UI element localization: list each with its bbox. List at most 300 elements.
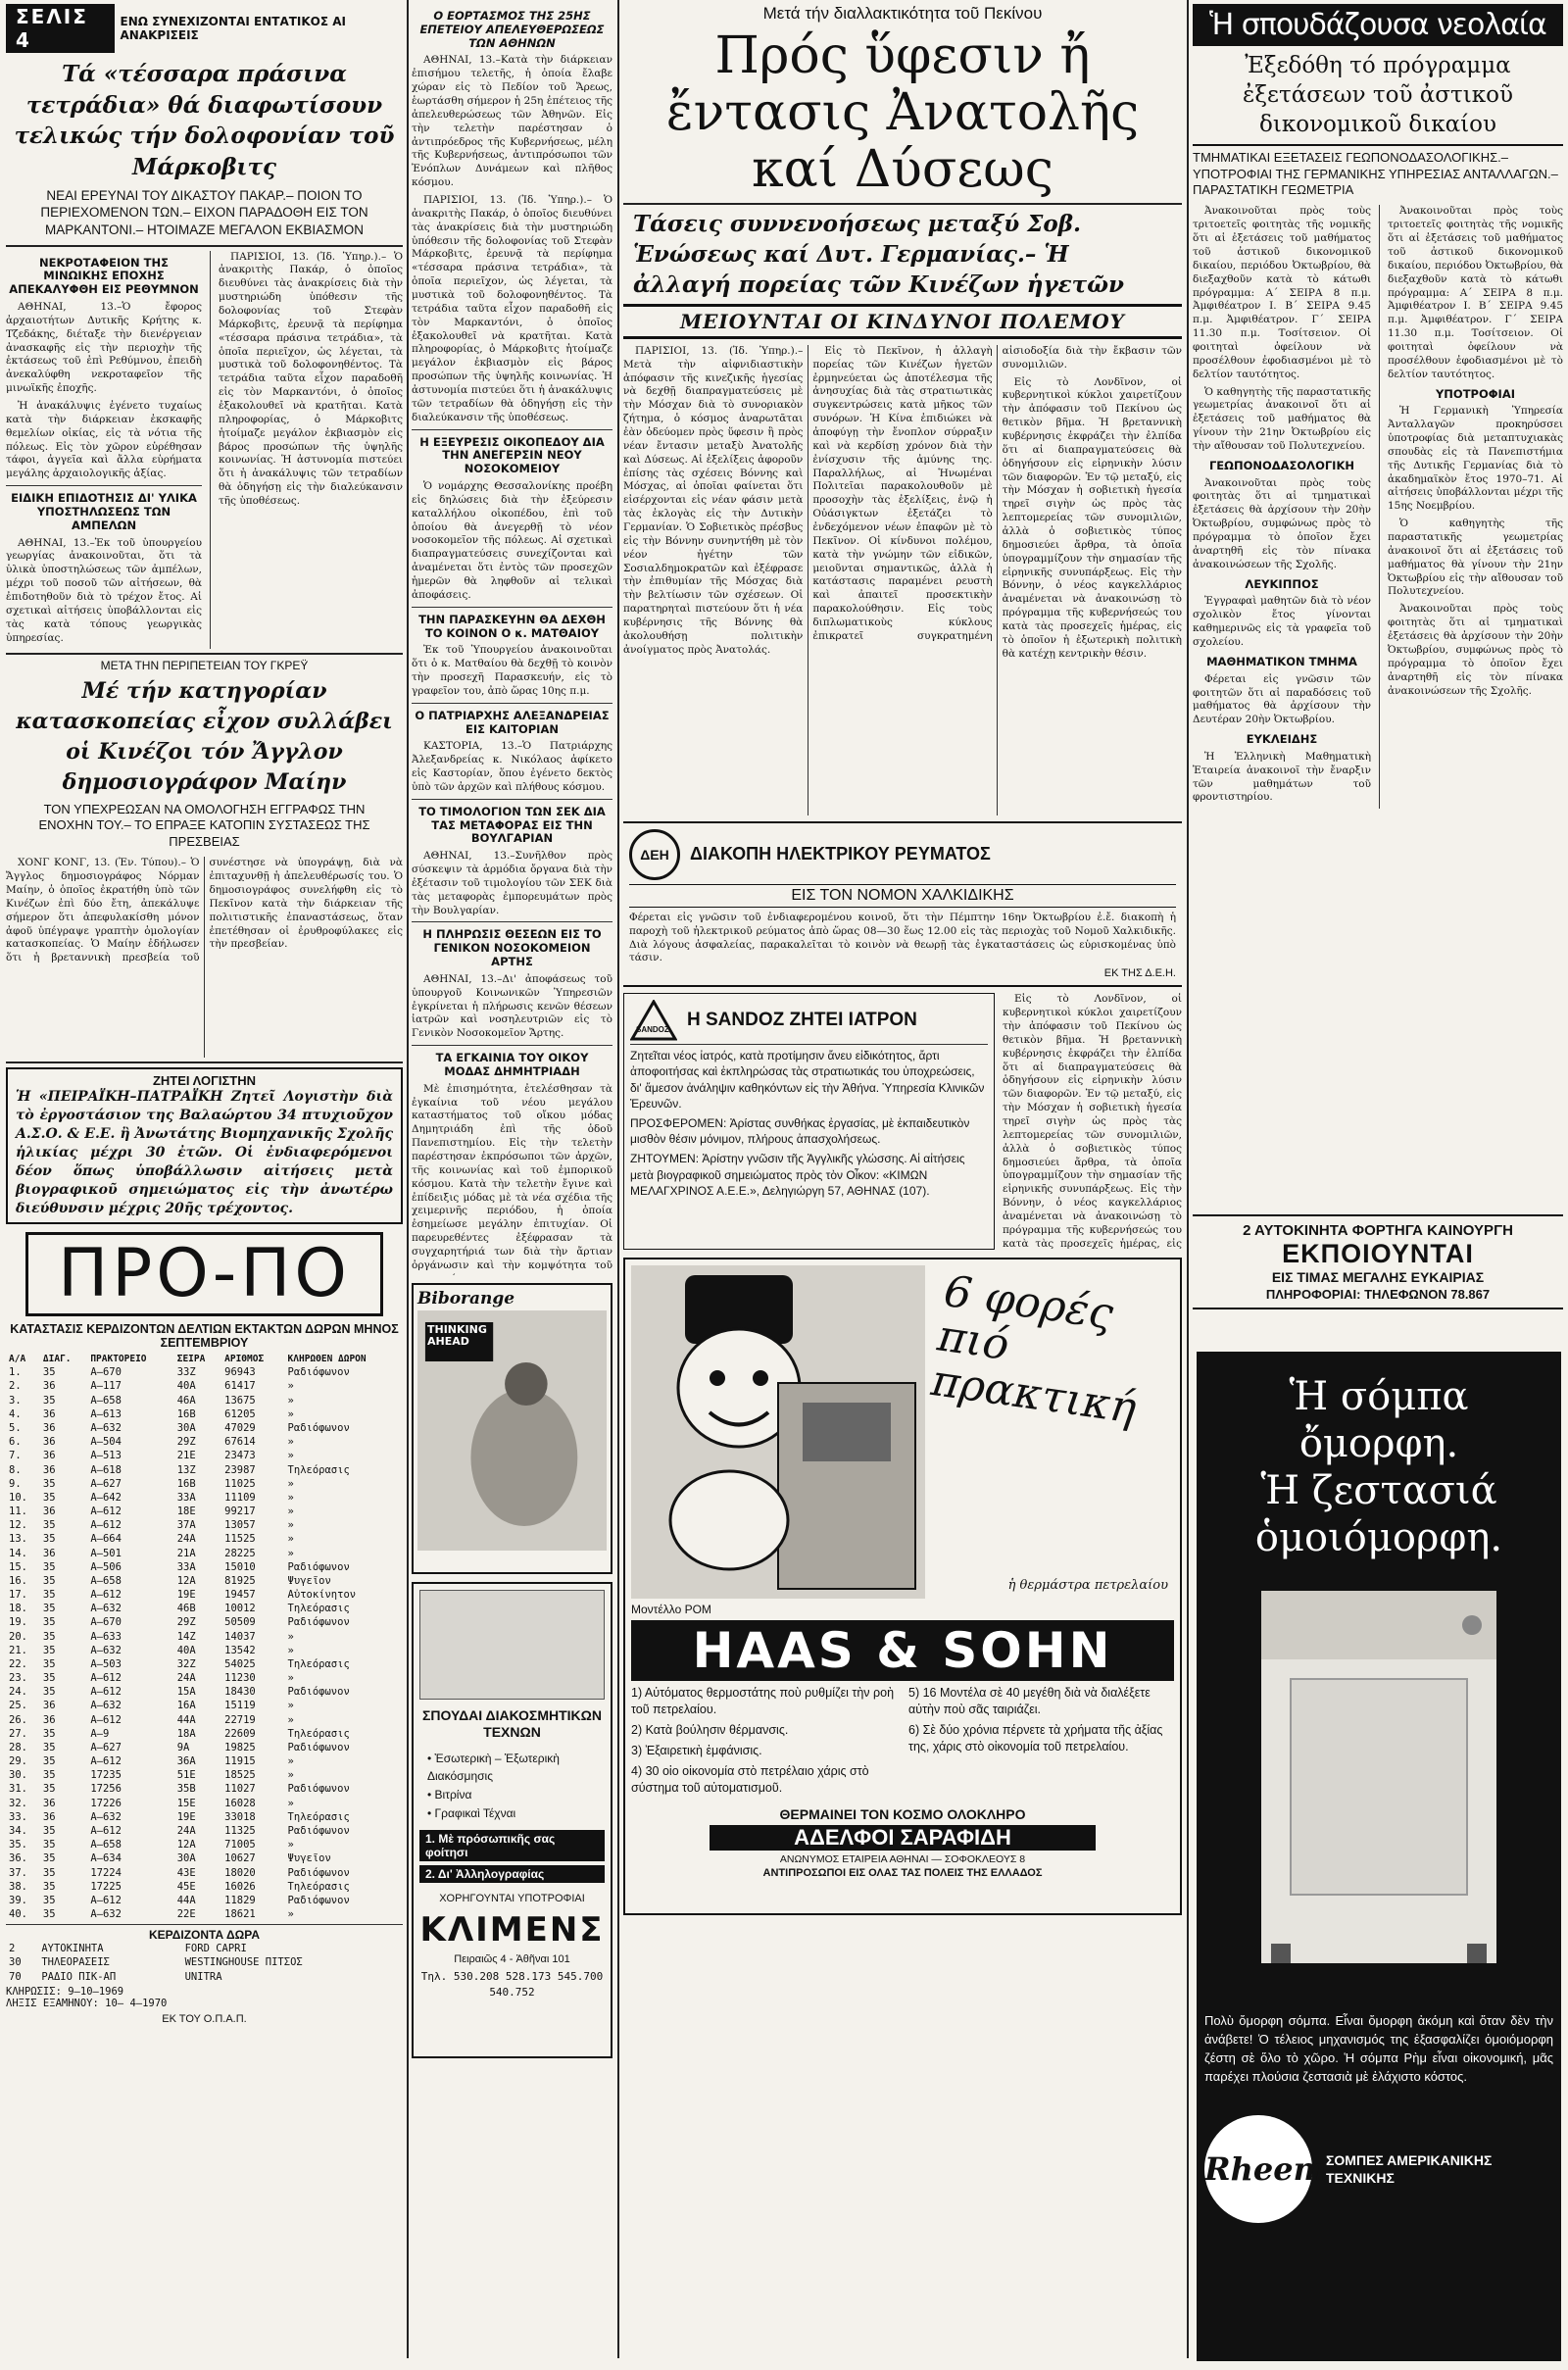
ad-tagline: THINKING AHEAD [427, 1322, 487, 1348]
table-cell: Α—612 [90, 1824, 122, 1837]
table-row [6, 1644, 403, 1657]
ad-phone: ΠΛΗΡΟΦΟΡΙΑΙ: ΤΗΛΕΦΩΝΟΝ 78.867 [1265, 1287, 1491, 1302]
table-cell: 46Β [176, 1603, 196, 1615]
table-cell: Τηλεόρασις [287, 1603, 350, 1615]
table-cell: » [287, 1908, 294, 1921]
ad-model: Μοντέλλο ΡΟΜ [631, 1603, 711, 1617]
table-cell: » [287, 1407, 294, 1420]
table-cell: 50509 [224, 1616, 256, 1629]
table-cell: 11525 [224, 1533, 256, 1546]
table-cell: Α—658 [90, 1394, 122, 1407]
table-row [6, 1491, 403, 1505]
table-cell: 35 [42, 1686, 56, 1699]
table-cell: Ψυγεῖον [287, 1574, 331, 1587]
table-cell: 18Α [176, 1727, 196, 1740]
table-cell: 35 [42, 1630, 56, 1643]
table-cell: 11829 [224, 1894, 256, 1906]
article-text: Ὁ καθηγητὴς τῆς παραστατικῆς γεωμετρίας ἀνακοινοῖ ὅτι αἱ ἐξετάσεις τοῦ μαθήματος θὰ γίνουν τὴν 21ην Ὀκτωβρίου εἰς τὴν αἴθουσαν τοῦ Πολυτεχνείου. [1193, 385, 1371, 452]
table-cell: 36 [42, 1700, 56, 1712]
table-cell: Α—117 [90, 1380, 122, 1393]
table-cell: 18525 [224, 1769, 256, 1782]
table-cell: Α—670 [90, 1366, 122, 1379]
ad-headline: Ἡ σόμπα ὄμορφη. [1289, 1374, 1469, 1466]
table-cell: 35 [42, 1866, 56, 1879]
table-cell: Α—632 [90, 1908, 122, 1921]
table-cell: 36 [42, 1407, 56, 1420]
table-cell: Α—633 [90, 1630, 122, 1643]
table-cell: 12Α [176, 1574, 196, 1587]
headline-spy: Μέ τήν κατηγορίαν κατασκοπείας εἶχον συλλάβει οἱ Κινέζοι τόν Ἄγγλον δημοσιογράφον Μαίην [16, 678, 393, 795]
deck-spy: ΤΟΝ ΥΠΕΧΡΕΩΣΑΝ ΝΑ ΟΜΟΛΟΓΗΣΗ ΕΓΓΡΑΦΩΣ ΤΗΝ ΕΝΟΧΗΝ ΤΟΥ.– ΤΟ ΕΠΡΑΞΕ ΚΑΤΟΠΙΝ ΣΥΣΤΑΣΕΩΣ ΤΗΣ ΠΡΕΣΒΕΙΑΣ [38, 801, 370, 850]
table-cell: 19Ε [176, 1810, 196, 1823]
table-cell: 27. [9, 1727, 27, 1740]
article-text: Ἡ Γερμανικὴ Ὑπηρεσία Ἀνταλλαγῶν προκηρύσσει ὑποτροφίας διὰ μεταπτυχιακὰς σπουδὰς εἰς τὰ Πανεπιστήμια τῆς Δυτικῆς Γερμανίας διὰ τὸ ἀκαδημαϊκὸν ἔτος 1970–71. Αἱ αἰτήσεις ὑποβάλλονται μέχρι τῆς 15ης Νοεμβρίου. [1388, 405, 1563, 513]
table-row [6, 1741, 403, 1754]
article-text: ΑΘΗΝΑΙ, 13.–Δι' ἀποφάσεως τοῦ ὑπουργοῦ Κοινωνικῶν Ὑπηρεσιῶν ἐγκρίνεται ἡ πλήρωσις κενῶν θέσεων ἰατρῶν καὶ νοσηλευτριῶν εἰς τὸ Γενικὸν Νοσοκομεῖον Ἄρτης. [412, 972, 612, 1040]
feature-item: 1) Αὐτόματος θερμοστάτης ποὺ ρυθμίζει τὴν ροὴ τοῦ πετρελαίου. [631, 1686, 895, 1717]
prize-cell: WESTINGHOUSE ΠΙΤΣΟΣ [184, 1956, 303, 1969]
expiry-date: 10— 4—1970 [105, 1997, 168, 2009]
article-text: ΠΑΡΙΣΙΟΙ, 13. (Ἰδ. Ὑπηρ.).– Ὁ ἀνακριτὴς Πακάρ, ὁ ὁποῖος διευθύνει τὰς ἀνακρίσεις διὰ τὴν μυστηριώδη ὑπόθεσιν τῆς δολοφονίας τοῦ Στεφὰν Μάρκοβιτς, ἐρευνᾷ τὰ περίφημα «τέσσαρα πράσινα τετράδια», τὰ ὁποῖα περιεῖχον, ὡς λέγεται, τὰ μυστικὰ τοῦ δολοφονηθέντος. Τὰ τετράδια ταῦτα εἶχον παραδοθῆ εἰς τὸν Μαρκαντόνι, ὁ ὁποῖος ἐξακολουθεῖ νὰ κρατῆται. Κατὰ πληροφορίας, ὁ Μάρκοβιτς ἡτοίμαζε μεγάλον ἐκβιασμὸν εἰς βάρος προσώπων τῆς ὑψηλῆς κοινωνίας. Ἡ ἀστυνομία πιστεύει ὅτι ἡ ἀνακάλυψις τῶν τετραδίων θὰ ὁδηγήσῃ εἰς τὴν διαλεύκανσιν τῆς ὑποθέσεως. [219, 250, 403, 508]
ad-main: ΕΚΠΟΙΟΥΝΤΑΙ [1282, 1239, 1474, 1268]
table-row [6, 1449, 403, 1462]
prize-cell: 30 [9, 1956, 22, 1969]
table-cell: 16Β [176, 1477, 196, 1490]
table-cell: 11325 [224, 1824, 256, 1837]
table-cell: 9. [9, 1477, 22, 1490]
article-text: Ὁ καθηγητὴς τῆς παραστατικῆς γεωμετρίας ἀνακοινοῖ ὅτι αἱ ἐξετάσεις τοῦ μαθήματος θὰ γίνουν τὴν 21ην Ὀκτωβρίου εἰς τὴν αἴθουσαν τοῦ Πολυτεχνείου. [1388, 518, 1563, 598]
subhead-lefkippos: ΛΕΥΚΙΠΠΟΣ [1245, 576, 1319, 591]
table-cell: 23987 [224, 1463, 256, 1476]
article-text: Ἀνακοινοῦται πρὸς τοὺς τριτοετεῖς φοιτητὰς τῆς νομικῆς ὅτι αἱ ἐξετάσεις τοῦ μαθήματος τοῦ ἀστικοῦ δικονομικοῦ δικαίου, περιόδου Ὀκτωβρίου, θὰ διεξαχθοῦν κατὰ τὸ κάτωθι πρόγραμμα: Α΄ ΣΕΙΡΑ 8 π.μ. Ἀμφιθέατρον Ι. Β΄ ΣΕΙΡΑ 9.45 π.μ. Ἀμφιθέατρον. Γ΄ ΣΕΙΡΑ 11.30 π.μ. Τοσίτσειον. Οἱ φοιτηταὶ ὀφείλουν νὰ προσέλθουν ἐφοδιασμένοι μὲ τὸ δελτίον ταυτότητος. [1193, 205, 1371, 380]
article-text: Ἡ ἀνακάλυψις ἐγένετο τυχαίως κατὰ τὴν διάρκειαν ἐκσκαφῆς θεμελίων οἰκίας, εἰς τὰ νότια τῆς πόλεως. Εἰς τὸν χῶρον εὑρέθησαν τάφοι, ἀγγεῖα καὶ ἄλλα εὑρήματα μεγάλης ἀρχαιολογικῆς ἀξίας. [6, 399, 202, 480]
table-cell: Ραδιόφωνον [287, 1783, 350, 1796]
table-cell: 29Ζ [176, 1616, 196, 1629]
table-cell: Ραδιόφωνον [287, 1741, 350, 1753]
ad-tagline: ΣΟΜΠΕΣ ΑΜΕΡΙΚΑΝΙΚΗΣ ΤΕΧΝΙΚΗΣ [1326, 2152, 1493, 2187]
ad-sponsor: ΧΟΡΗΓΟΥΝΤΑΙ ΥΠΟΤΡΟΦΙΑΙ [439, 1893, 585, 1905]
rheem-logo: Rheem [1204, 2115, 1312, 2223]
table-cell: 24Α [176, 1533, 196, 1546]
subhead-vineyards: ΕΙΔΙΚΗ ΕΠΙΔΟΤΗΣΙΣ ΔΙ' ΥΛΙΚΑ ΥΠΟΣΤΗΛΩΣΕΩΣ ΤΩΝ ΑΜΠΕΛΩΝ [11, 491, 197, 532]
table-cell: Ραδιόφωνον [287, 1366, 350, 1379]
table-row [6, 1754, 403, 1768]
article-text: Ἀνακοινοῦται πρὸς τοὺς τριτοετεῖς φοιτητὰς τῆς νομικῆς ὅτι αἱ ἐξετάσεις τοῦ μαθήματος τοῦ ἀστικοῦ δικονομικοῦ δικαίου, περιόδου Ὀκτωβρίου, θὰ διεξαχθοῦν κατὰ τὸ κάτωθι πρόγραμμα: Α΄ ΣΕΙΡΑ 8 π.μ. Ἀμφιθέατρον Ι. Β΄ ΣΕΙΡΑ 9.45 π.μ. Ἀμφιθέατρον. Γ΄ ΣΕΙΡΑ 11.30 π.μ. Τοσίτσειον. Οἱ φοιτηταὶ ὀφείλουν νὰ προσέλθουν ἐφοδιασμένοι μὲ τὸ δελτίον ταυτότητος. [1388, 205, 1563, 380]
subhead-eukleidis: ΕΥΚΛΕΙΔΗΣ [1246, 732, 1318, 747]
table-cell: » [287, 1839, 294, 1852]
prize-cell: 2 [9, 1943, 16, 1955]
subhead-geoponiki: ΓΕΩΠΟΝΟΔΑΣΟΛΟΓΙΚΗ [1208, 458, 1354, 472]
table-cell: » [287, 1450, 294, 1462]
table-cell: 30Α [176, 1852, 196, 1865]
table-cell: 18Ε [176, 1506, 196, 1518]
table-cell: Α—632 [90, 1644, 122, 1656]
table-cell: Τηλεόρασις [287, 1727, 350, 1740]
table-cell: 61205 [224, 1407, 256, 1420]
table-cell: Α—627 [90, 1477, 122, 1490]
table-header: ΚΛΗΡΩΘΕΝ ΔΩΡΟΝ [287, 1353, 367, 1364]
subhead-patriarch: Ο ΠΑΤΡΙΑΡΧΗΣ ΑΛΕΞΑΝΔΡΕΙΑΣ ΕΙΣ ΚΑΙΤΟΡΙΑΝ [415, 708, 610, 736]
table-header: Α/Α [9, 1353, 26, 1364]
article-text: ΑΘΗΝΑΙ, 13.–Ἐκ τοῦ ὑπουργείου γεωργίας ἀνακοινοῦται, ὅτι τὰ ὑλικὰ ὑποστηλώσεως τῶν ἀμπέλων, μέχρι τοῦ ποσοῦ τῶν αἰτήσεων, θὰ ἐπιδοτηθοῦν διὰ τὸ τρέχον ἔτος. Αἱ σχετικαὶ αἰτήσεις ὑποβάλλονται εἰς τὰς κατὰ τόπους γεωργικὰς ὑπηρεσίας. [6, 536, 202, 644]
table-cell: 13Ζ [176, 1463, 196, 1476]
table-header: ΣΕΙΡΑ [176, 1353, 206, 1364]
table-cell: Αὐτοκίνητον [287, 1589, 357, 1602]
prize-row [6, 1955, 403, 1969]
table-cell: Ραδιόφωνον [287, 1560, 350, 1573]
table-cell: 36 [42, 1506, 56, 1518]
table-cell: » [287, 1477, 294, 1490]
ad-big-slogan: 6 φορές πιό πρακτική [928, 1266, 1140, 1435]
column-rule [1187, 0, 1189, 2358]
table-cell: 18430 [224, 1686, 256, 1699]
table-cell: 81925 [224, 1574, 256, 1587]
table-row [6, 1547, 403, 1560]
table-row [6, 1838, 403, 1852]
table-cell: Α—506 [90, 1560, 122, 1573]
table-cell: 30. [9, 1769, 27, 1782]
table-header: ΔΙΑΓ. [42, 1353, 72, 1364]
article-text: Ὁ νομάρχης Θεσσαλονίκης προέβη εἰς δηλώσεις διὰ τὴν ἐξεύρεσιν καταλλήλου οἰκοπέδου, ἐπὶ τοῦ ὁποίου θὰ ἀνεγερθῇ τὸ νέον νοσοκομεῖον τῆς πόλεως. Αἱ σχετικαὶ διαπραγματεύσεις συνεχίζονται καὶ ἀναμένεται ὅτι ἐντὸς τῶν προσεχῶν ἡμερῶν θὰ ληφθοῦν αἱ τελικαὶ ἀποφάσεις. [412, 479, 612, 601]
table-cell: 36 [42, 1450, 56, 1462]
table-cell: 11915 [224, 1755, 256, 1768]
subhead-fashion: ΤΑ ΕΓΚΑΙΝΙΑ ΤΟΥ ΟΙΚΟΥ ΜΟΔΑΣ ΔΗΜΗΤΡΙΑΔΗ [435, 1051, 589, 1078]
center-kicker: Μετά τήν διαλλακτικότητα τοῦ Πεκίνου [762, 4, 1043, 23]
list-item: • Βιτρίνα [427, 1787, 472, 1802]
table-cell: 12. [9, 1519, 27, 1532]
column-1 [6, 4, 403, 2366]
table-cell: » [287, 1436, 294, 1449]
table-cell: 35 [42, 1672, 56, 1685]
table-cell: Α—612 [90, 1686, 122, 1699]
draw-label: ΚΛΗΡΩΣΙΣ: [6, 1985, 62, 1998]
table-cell: 37. [9, 1866, 27, 1879]
feature-item: 5) 16 Μοντέλα σὲ 40 μεγέθη διὰ νὰ διαλέξετε αὐτὴν ποὺ σᾶς ταιριάζει. [908, 1686, 1151, 1717]
article-text: Ἐγγραφαὶ μαθητῶν διὰ τὸ νέον σχολικὸν ἔτος γίνονται καθημερινῶς εἰς τὰ γραφεῖα τοῦ σχολείου. [1193, 595, 1371, 648]
table-cell: 38. [9, 1880, 27, 1893]
table-cell: Α—612 [90, 1894, 122, 1906]
prize-cell: 70 [9, 1970, 22, 1983]
table-cell: 26. [9, 1713, 27, 1726]
prize-cell: UNITRA [184, 1970, 222, 1983]
expiry-label: ΛΗΞΙΣ ΕΞΑΜΗΝΟΥ: [6, 1997, 99, 2009]
table-cell: 10627 [224, 1852, 256, 1865]
subhead-tariff: ΤΟ ΤΙΜΟΛΟΓΙΟΝ ΤΩΝ ΣΕΚ ΔΙΑ ΤΑΣ ΜΕΤΑΦΟΡΑΣ ΕΙΣ ΤΗΝ ΒΟΥΛΓΑΡΙΑΝ [418, 804, 606, 846]
column-rule [407, 0, 409, 2358]
table-cell: » [287, 1547, 294, 1559]
ad-title: Η SANDOZ ΖΗΤΕΙ ΙΑΤΡΟΝ [687, 1010, 917, 1031]
table-row [6, 1574, 403, 1588]
ad-text: Φέρεται εἰς γνῶσιν τοῦ ἐνδιαφερομένου κοινοῦ, ὅτι τὴν Πέμπτην 16ην Ὀκτωβρίου ἐ.ἔ. διακοπὴ ἡ παροχὴ τοῦ ἠλεκτρικοῦ ρεύματος ἀπὸ ὥρας 08—30 ἕως 12.00 εἰς τὰς περιοχὰς τοῦ Νομοῦ Χαλκιδικῆς. Διὰ λόγους ἀσφαλείας, παρακαλεῖται τὸ κοινὸν νὰ θεωρῇ τὰς ἐγκαταστάσεις ὡς εὑρισκομένας ὑπὸ τάσιν. [629, 911, 1176, 964]
right-deck: ΤΜΗΜΑΤΙΚΑΙ ΕΞΕΤΑΣΕΙΣ ΓΕΩΠΟΝΟΔΑΣΟΛΟΓΙΚΗΣ.– ΥΠΟΤΡΟΦΙΑΙ ΤΗΣ ΓΕΡΜΑΝΙΚΗΣ ΥΠΗΡΕΣΙΑΣ ΑΝΤΑΛΛΑΓΩΝ.– ΠΑΡΑΣΤΑΤΙΚΗ ΓΕΩΜΕΤΡΙΑ [1193, 144, 1563, 200]
table-row [6, 1782, 403, 1796]
article-text: ΧΟΝΓ ΚΟΝΓ, 13. (Ἐν. Τύπου).– Ὁ Ἄγγλος δημοσιογράφος Νόρμαν Μαίην, ὁ ὁποῖος ἐκρατήθη ὑπὸ τῶν Κινέζων ἐπὶ δύο ἔτη, ἀπεκάλυψε σήμερον ὅτι ἀπεφυλακίσθη μόνον ἀφοῦ ὑπέγραψε γραπτὴν ὁμολογίαν κατασκοπείας. Ὁ Μαίην ἐδήλωσεν ὅτι ἡ βρεταννικὴ πρεσβεία τοῦ συνέστησε νὰ ὑπογράψῃ, διὰ νὰ ἐπιταχυνθῇ ἡ ἀπελευθέρωσίς του. Ὁ δημοσιογράφος συνελήφθη εἰς τὸ Πεκῖνον κατὰ τὴν διάρκειαν τῆς πολιτιστικῆς ἐπαναστάσεως, ὅταν ἐπετέθησαν οἱ ἐρυθροφύλακες εἰς τὴν πρεσβείαν. [6, 857, 403, 964]
table-cell: 17225 [90, 1880, 122, 1893]
list-item: • Γραφικαὶ Τέχναι [427, 1805, 516, 1820]
ad-want: ΖΗΤΟΥΜΕΝ: Ἀρίστην γνῶσιν τῆς Ἀγγλικῆς γλώσσης. Αἱ αἰτήσεις μετὰ βιογραφικοῦ σημειώματος πρὸς τὸν Οἶκον: «ΚΙΜΩΝ ΜΕΛΑΓΧΡΙΝΟΣ Α.Ε.Ε.», Δεληγιώργη 57, ΑΘΗΝΑΣ (107). [630, 1152, 965, 1198]
table-cell: » [287, 1672, 294, 1685]
article-text: Εἰς τὸ Λονδῖνον, οἱ κυβερνητικοὶ κύκλοι χαιρετίζουν τὴν ἀπόφασιν τοῦ Πεκίνου ὡς θετικὸν βῆμα. Ἡ βρεταννικὴ κυβέρνησις ἐκφράζει τὴν ἐλπίδα ὅτι αἱ διαπραγματεύσεις θὰ ὁδηγήσουν εἰς εἰρηνικὴν λύσιν τῶν διαφορῶν. Ἐν τῷ μεταξύ, εἰς τὴν Μόσχαν ἡ σοβιετικὴ ἡγεσία τηρεῖ σιγὴν ὡς πρὸς τὰς λεπτομερείας τῶν συνομιλιῶν, ἀλλὰ ὁ σοβιετικὸς τύπος δημοσιεύει ἄρθρα, τὰ ὁποῖα ὑπογραμμίζουν τὴν σημασίαν τῆς εἰρηνικῆς συνυπάρξεως. Εἰς τὴν Βόννην, ὁ νέος καγκελλάριος ἀναμένεται νὰ ἀνακοινώσῃ τὸ πρόγραμμα τῆς κυβερνήσεώς του κατὰ τὰς προσεχεῖς ἡμέρας, εἰς [1003, 993, 1182, 1250]
table-cell: 11. [9, 1506, 27, 1518]
table-cell: 33018 [224, 1810, 256, 1823]
article-text: Ἐκ τοῦ Ὑπουργείου ἀνακοινοῦται ὅτι ὁ κ. Ματθαίου θὰ δεχθῇ τὸ κοινὸν τὴν προσεχῆ Παρασκευήν, εἰς τὸ γραφεῖον του, ἀπὸ ὥρας 10ης π.μ. [412, 644, 612, 697]
article-text: ΚΑΣΤΟΡΙΑ, 13.–Ὁ Πατριάρχης Ἀλεξανδρείας κ. Νικόλαος ἀφίκετο εἰς Καστορίαν, ὅπου ἐγένετο δεκτὸς ὑπὸ τῶν ἀρχῶν καὶ πλήθους κόσμου. [412, 740, 612, 793]
table-cell: Α—612 [90, 1506, 122, 1518]
table-cell: » [287, 1394, 294, 1407]
table-cell: 35 [42, 1616, 56, 1629]
article-text: Εἰς τὸ Πεκῖνον, ἡ ἀλλαγὴ πορείας τῶν Κινέζων ἡγετῶν ἐρμηνεύεται ὡς ἀποτέλεσμα τῆς ἀνησυχίας διὰ τὰς στρατιωτικὰς συγκεντρώσεις κατὰ μῆκος τῶν συνόρων. Ἡ Κίνα ἐπιδιώκει νὰ ἀποφύγῃ τὴν ἔνοπλον σύρραξιν καὶ νὰ κερδίσῃ χρόνον διὰ τὴν ἐνίσχυσιν τῆς ἀμύνης της. Παραλλήλως, αἱ Ἡνωμέναι Πολιτεῖαι παρακολουθοῦν μὲ προσοχὴν τὰς ἐξελίξεις, ἐνῷ ἡ Οὐάσιγκτων ἐξετάζει τὸ ἐνδεχόμενον νέων ἐπαφῶν μὲ τὸ Πεκῖνον. Οἱ κίνδυνοι πολέμου, κατὰ τὴν γνώμην τῶν εἰδικῶν, μειοῦνται σημαντικῶς, ἀλλὰ ἡ κατάστασις παραμένει ρευστὴ καὶ ἀπαιτεῖ προσεκτικὴν παρακολούθησιν. Εἰς τοὺς διπλωματικοὺς κύκλους ἐπικρατεῖ συγκρατημένη αἰσιοδοξία διὰ τὴν ἔκβασιν τῶν συνομιλιῶν. [812, 344, 1182, 642]
table-cell: 46Α [176, 1394, 196, 1407]
table-cell: Α—503 [90, 1657, 122, 1670]
table-cell: » [287, 1769, 294, 1782]
table-cell: Α—612 [90, 1713, 122, 1726]
table-cell: 33Α [176, 1491, 196, 1504]
table-cell: 15Α [176, 1686, 196, 1699]
table-cell: Ραδιόφωνον [287, 1422, 350, 1434]
table-cell: 54025 [224, 1657, 256, 1670]
table-cell: Α—632 [90, 1700, 122, 1712]
dei-logo: ΔΕΗ [629, 829, 680, 880]
article-text: Μὲ ἐπισημότητα, ἐτελέσθησαν τὰ ἐγκαίνια τοῦ νέου μεγάλου καταστήματος τοῦ οἴκου μόδας Δημητριάδη ἐπὶ τῆς ὁδοῦ Πανεπιστημίου. Εἰς τὴν τελετὴν παρέστησαν ἐκπρόσωποι τῶν ἀρχῶν, τῆς κοινωνίας καὶ τοῦ ἐμπορικοῦ κόσμου. Κατὰ τὴν τελετὴν ἔγινε καὶ ἐπίδειξις μόδας μὲ τὰ νέα σχέδια τῆς χειμερινῆς περιόδου, ἡ ὁποία ἐσημείωσε μεγάλην ἐπιτυχίαν. Οἱ παρευρεθέντες ἐξέφρασαν τὰ συγχαρητήριά των διὰ τὴν ἄρτιαν ὀργάνωσιν καὶ τὴν κομψότητα τοῦ [412, 1082, 612, 1271]
table-cell: 35 [42, 1839, 56, 1852]
headline-deck: ΝΕΑΙ ΕΡΕΥΝΑΙ ΤΟΥ ΔΙΚΑΣΤΟΥ ΠΑΚΑΡ.– ΠΟΙΟΝ ΤΟ ΠΕΡΙΕΧΟΜΕΝΟΝ ΤΩΝ.– ΕΙΧΟΝ ΠΑΡΑΔΟΘΗ ΕΙΣ ΤΟΝ ΜΑΡΚΑΝΤΟΝΙ.– ΗΤΟΙΜΑΖΕ ΜΕΓΑΛΟΝ ΕΚΒΙΑΣΜΟΝ [40, 187, 368, 238]
table-cell: Α—9 [90, 1727, 110, 1740]
table-row [6, 1907, 403, 1921]
table-row [6, 1602, 403, 1615]
feature-item: 6) Σὲ δύο χρόνια πέρνετε τὰ χρήματα τῆς ἀξίας της, χάρις στὸ οἰκονομία τοῦ πετρελαίου. [908, 1723, 1163, 1753]
subhead-liberation: Ο ΕΟΡΤΑΣΜΟΣ ΤΗΣ 25ΗΣ ΕΠΕΤΕΙΟΥ ΑΠΕΛΕΥΘΕΡΩΣΕΩΣ ΤΩΝ ΑΘΗΝΩΝ [419, 9, 605, 50]
table-cell: Α—613 [90, 1407, 122, 1420]
table-cell: 12Α [176, 1839, 196, 1852]
article-text: Ἀνακοινοῦται πρὸς τοὺς φοιτητὰς ὅτι αἱ τμηματικαὶ ἐξετάσεις θὰ ἀρχίσουν τὴν 20ὴν Ὀκτωβρίου, συμφώνως πρὸς τὸ πρόγραμμα τὸ ὁποῖον ἔχει ἀναρτηθῆ εἰς τὸν πίνακα ἀνακοινώσεων τῆς Σχολῆς. [1388, 603, 1563, 697]
table-cell: 11025 [224, 1477, 256, 1490]
table-row [6, 1505, 403, 1518]
article-text: Ἀνακοινοῦται πρὸς τοὺς φοιτητὰς ὅτι αἱ τμηματικαὶ ἐξετάσεις θὰ ἀρχίσουν τὴν 20ὴν Ὀκτωβρίου, συμφώνως πρὸς τὸ πρόγραμμα τὸ ὁποῖον ἔχει ἀναρτηθῆ εἰς τὸν πίνακα ἀνακοινώσεων τῆς Σχολῆς. [1193, 476, 1371, 570]
table-cell: 30Α [176, 1422, 196, 1434]
klimens-ad [412, 1582, 612, 2058]
table-cell: 19825 [224, 1741, 256, 1753]
article-text: ΑΘΗΝΑΙ, 13.–Συνῆλθον πρὸς σύσκεψιν τὰ ἁρμόδια ὄργανα διὰ τὴν ἐξέτασιν τοῦ τιμολογίου τῶν ΣΕΚ διὰ τὰς μεταφορὰς ἐμπορευμάτων πρὸς τὴν Βουλγαρίαν. [412, 850, 612, 916]
table-cell: 13057 [224, 1519, 256, 1532]
table-cell: 11027 [224, 1783, 256, 1796]
table-cell: 1. [9, 1366, 22, 1379]
table-cell: 36. [9, 1852, 27, 1865]
table-cell: 67614 [224, 1436, 256, 1449]
table-cell: 36 [42, 1713, 56, 1726]
table-cell: 45Ε [176, 1880, 196, 1893]
table-cell: 3. [9, 1394, 22, 1407]
table-cell: Α—632 [90, 1810, 122, 1823]
table-cell: 31. [9, 1783, 27, 1796]
table-cell: 35 [42, 1755, 56, 1768]
table-cell: Α—634 [90, 1852, 122, 1865]
table-cell: 8. [9, 1463, 22, 1476]
center-column [623, 4, 1182, 2366]
propo-block [6, 1232, 403, 2025]
ad-brand: HAAS & SOHN [631, 1620, 1174, 1681]
table-cell: Ραδιόφωνον [287, 1824, 350, 1837]
table-cell: 16Α [176, 1700, 196, 1712]
center-banner: ΜΕΙΟΥΝΤΑΙ ΟΙ ΚΙΝΔΥΝΟΙ ΠΟΛΕΜΟΥ [623, 304, 1182, 339]
divider [6, 1062, 403, 1063]
table-cell: Ραδιόφωνον [287, 1616, 350, 1629]
table-cell: 35 [42, 1908, 56, 1921]
table-row [6, 1421, 403, 1435]
table-cell: » [287, 1644, 294, 1656]
center-headline: Πρός ὕφεσιν ἤ ἔντασις Ἀνατολῆς καί Δύσεως [665, 26, 1140, 200]
table-cell: Α—658 [90, 1574, 122, 1587]
table-cell: 9Α [176, 1741, 190, 1753]
table-row [6, 1394, 403, 1407]
table-header: ΠΡΑΚΤΟΡΕΙΟ [90, 1353, 147, 1364]
table-cell: 35 [42, 1741, 56, 1753]
table-cell: 18621 [224, 1908, 256, 1921]
table-row [6, 1588, 403, 1602]
table-cell: 35 [42, 1519, 56, 1532]
table-cell: » [287, 1519, 294, 1532]
table-cell: 21Ε [176, 1450, 196, 1462]
table-cell: 44Α [176, 1713, 196, 1726]
ad-sub: ἡ θερμάστρα πετρελαίου [1007, 1578, 1168, 1594]
ad-photo [419, 1590, 605, 1700]
table-cell: Ραδιόφωνον [287, 1686, 350, 1699]
table-cell: » [287, 1380, 294, 1393]
table-cell: 17235 [90, 1769, 122, 1782]
biborange-ad [412, 1283, 612, 1574]
table-row [6, 1518, 403, 1532]
rheem-ad [1197, 1352, 1561, 2361]
table-cell: 24Α [176, 1672, 196, 1685]
table-cell: 96943 [224, 1366, 256, 1379]
table-cell: 36 [42, 1797, 56, 1809]
table-cell: 18020 [224, 1866, 256, 1879]
table-cell: Τηλεόρασις [287, 1810, 350, 1823]
table-cell: 22Ε [176, 1908, 196, 1921]
table-cell: 13542 [224, 1644, 256, 1656]
ad-offer: ΠΡΟΣΦΕΡΟΜΕΝ: Ἀρίστας συνθήκας ἐργασίας, μὲ ἐκπαιδευτικὸν μισθὸν θέσιν μόνιμον, πλήρους ἀπασχολήσεως. [630, 1116, 970, 1147]
table-cell: 29. [9, 1755, 27, 1768]
table-cell: Α—612 [90, 1519, 122, 1532]
table-cell: 35 [42, 1603, 56, 1615]
ad-list [419, 1750, 605, 1822]
table-cell: Α—642 [90, 1491, 122, 1504]
table-cell: Α—612 [90, 1589, 122, 1602]
table-cell: 16. [9, 1574, 27, 1587]
propo-table [6, 1354, 403, 1922]
table-cell: 37Α [176, 1519, 196, 1532]
ad-text: Ἡ «ΠΕΙΡΑΪΚΗ–ΠΑΤΡΑΪΚΗ Ζητεῖ Λογιστὴν διὰ τὸ ἐργοστάσιον της Βαλαώρτου 34 πτυχιοῦχον Α.Σ.Ο. & Ε.Ε. ἢ Ἀνωτάτης Βιομηχανικῆς Σχολῆς ἡλικίας μέχρι 30 ἐτῶν. Οἱ ἐνδιαφερόμενοι δέον ὅπως ὑποβάλλωσιν αἰτήσεις μετὰ βιογραφικοῦ σημειώματος εἰς τὴν ἀνωτέρω διεύθυνσιν μέχρις 20ῆς τρέχοντος. [16, 1089, 393, 1216]
dei-ad [623, 821, 1182, 987]
table-row [6, 1477, 403, 1491]
table-row [6, 1657, 403, 1671]
table-cell: Α—658 [90, 1839, 122, 1852]
article-text: ΠΑΡΙΣΙΟΙ, 13. (Ἰδ. Ὑπηρ.).– Ὁ ἀνακριτὴς Πακάρ, ὁ ὁποῖος διευθύνει τὰς ἀνακρίσεις διὰ τὴν μυστηριώδη ὑπόθεσιν τῆς δολοφονίας τοῦ Στεφὰν Μάρκοβιτς, ἐρευνᾷ τὰ περίφημα «τέσσαρα πράσινα τετράδια», τὰ ὁποῖα περιεῖχον, ὡς λέγεται, τὰ μυστικὰ τοῦ δολοφονηθέντος. Τὰ τετράδια ταῦτα εἶχον παραδοθῆ εἰς τὸν Μαρκαντόνι, ὁ ὁποῖος ἐξακολουθεῖ νὰ κρατῆται. Κατὰ πληροφορίας, ὁ Μάρκοβιτς ἡτοίμαζε μεγάλον ἐκβιασμὸν εἰς βάρος προσώπων τῆς ὑψηλῆς κοινωνίας. Ἡ ἀστυνομία πιστεύει ὅτι ἡ ἀνακάλυψις τῶν τετραδίων θὰ ὁδηγήσῃ εἰς τὴν διαλεύκανσιν τῆς ὑποθέσεως. [412, 193, 612, 423]
kicker-grey: ΜΕΤΑ ΤΗΝ ΠΕΡΙΠΕΤΕΙΑΝ ΤΟΥ ΓΚΡΕΫ [100, 659, 309, 673]
ad-sign: ΕΚ ΤΗΣ Δ.Ε.Η. [1103, 967, 1176, 980]
table-row [6, 1532, 403, 1546]
logistics-ad [6, 1067, 403, 1223]
trucks-ad [1193, 1214, 1563, 1309]
ad-subtitle: ΕΙΣ ΤΟΝ ΝΟΜΟΝ ΧΑΛΚΙΔΙΚΗΣ [629, 884, 1176, 908]
table-cell: Τηλεόρασις [287, 1463, 350, 1476]
table-cell: Ραδιόφωνον [287, 1866, 350, 1879]
right-banner: Ἡ σπουδάζουσα νεολαία [1193, 4, 1563, 46]
table-cell: 35 [42, 1852, 56, 1865]
table-cell: 35 [42, 1394, 56, 1407]
table-cell: 35 [42, 1783, 56, 1796]
main-headline: Τά «τέσσαρα πράσινα τετράδια» θά διαφωτίσουν τελικώς τήν δολοφονίαν τοῦ Μάρκοβιτς [14, 61, 395, 181]
table-row [6, 1713, 403, 1727]
table-cell: 36 [42, 1422, 56, 1434]
page-label-row [6, 4, 403, 53]
table-cell: 36 [42, 1547, 56, 1559]
article-text: Ἡ Ἑλληνικὴ Μαθηματικὴ Ἑταιρεία ἀνακοινοῖ τὴν ἔναρξιν τῶν μαθημάτων τοῦ φροντιστηρίου. [1193, 750, 1371, 804]
table-row [6, 1615, 403, 1629]
ad-agents: ΑΝΤΙΠΡΟΣΩΠΟΙ ΕΙΣ ΟΛΑΣ ΤΑΣ ΠΟΛΕΙΣ ΤΗΣ ΕΛΛΑΔΟΣ [762, 1866, 1043, 1879]
table-cell: 35 [42, 1366, 56, 1379]
table-cell: 19457 [224, 1589, 256, 1602]
table-cell: 14037 [224, 1630, 256, 1643]
table-cell: 7. [9, 1450, 22, 1462]
table-cell: 35 [42, 1574, 56, 1587]
table-cell: Α—664 [90, 1533, 122, 1546]
table-cell: » [287, 1506, 294, 1518]
table-cell: 44Α [176, 1894, 196, 1906]
table-cell: 4. [9, 1407, 22, 1420]
table-cell: 36 [42, 1436, 56, 1449]
table-cell: 47029 [224, 1422, 256, 1434]
table-cell: 35 [42, 1560, 56, 1573]
table-cell: » [287, 1630, 294, 1643]
article-text: ΑΘΗΝΑΙ, 13.–Ὁ ἔφορος ἀρχαιοτήτων Δυτικῆς Κρήτης κ. Τζεδάκης, διέταξε τὴν διενέργειαν ἀνασκαφῆς εἰς τὴν περιοχὴν τῆς ἐκτάσεως τοῦ ἐπὶ Ρεθύμνου, ἐπειδὴ ἀνεκαλύφθη νεκροταφεῖον τῆς μινωϊκῆς ἐποχῆς. [6, 300, 202, 395]
ad-photo [417, 1310, 607, 1551]
table-cell: 35 [42, 1491, 56, 1504]
ad-sub: ΕΙΣ ΤΙΜΑΣ ΜΕΓΑΛΗΣ ΕΥΚΑΙΡΙΑΣ [1271, 1269, 1485, 1285]
table-row [6, 1797, 403, 1810]
table-cell: Ραδιόφωνον [287, 1894, 350, 1906]
table-cell: Τηλεόρασις [287, 1657, 350, 1670]
article-text: Εἰς τὸ Λονδῖνον, οἱ κυβερνητικοὶ κύκλοι χαιρετίζουν τὴν ἀπόφασιν τοῦ Πεκίνου ὡς θετικὸν βῆμα. Ἡ βρεταννικὴ κυβέρνησις ἐκφράζει τὴν ἐλπίδα ὅτι αἱ διαπραγματεύσεις θὰ ὁδηγήσουν εἰς εἰρηνικὴν λύσιν τῶν διαφορῶν. Ἐν τῷ μεταξύ, εἰς τὴν Μόσχαν ἡ σοβιετικὴ ἡγεσία τηρεῖ σιγὴν ὡς πρὸς τὰς λεπτομερείας τῶν συνομιλιῶν, ἀλλὰ ὁ σοβιετικὸς τύπος δημοσιεύει ἄρθρα, τὰ ὁποῖα ὑπογραμμίζουν τὴν σημασίαν τῆς εἰρηνικῆς συνυπάρξεως. Εἰς τὴν Βόννην, ὁ νέος καγκελλάριος ἀναμένεται νὰ ἀνακοινώσῃ τὸ πρόγραμμα τῆς κυβερνήσεώς του κατὰ τὰς προσεχεῖς ἡμέρας, εἰς τὸ ὁποῖον ἡ ἐξωτερικὴ πολιτικὴ θὰ κατέχῃ κεντρικὴν θέσιν. [1002, 375, 1182, 660]
table-row [6, 1560, 403, 1574]
table-cell: 16028 [224, 1797, 256, 1809]
prize-cell: FORD CAPRI [184, 1943, 247, 1955]
table-cell: 43Ε [176, 1866, 196, 1879]
table-cell: » [287, 1755, 294, 1768]
table-cell: » [287, 1700, 294, 1712]
table-cell: Α—670 [90, 1616, 122, 1629]
table-cell: 22. [9, 1657, 27, 1670]
column-rule [617, 0, 619, 2358]
propo-subtitle: ΚΑΤΑΣΤΑΣΙΣ ΚΕΡΔΙΖΟΝΤΩΝ ΔΕΛΤΙΩΝ ΕΚΤΑΚΤΩΝ ΔΩΡΩΝ ΜΗΝΟΣ ΣΕΠΤΕΜΒΡΙΟΥ [10, 1321, 399, 1350]
table-row [6, 1435, 403, 1449]
ad-note: 1. Μὲ πρόσωπικῆς σας φοίτησι [419, 1830, 605, 1861]
table-cell: 6. [9, 1436, 22, 1449]
logo-text: SANDOZ [636, 1025, 669, 1035]
article-text: ΑΘΗΝΑΙ, 13.–Κατὰ τὴν διάρκειαν ἐπισήμου τελετῆς, ἡ ὁποία ἔλαβε χώραν εἰς τὸ Πεδίον τοῦ Ἄρεως, ἑωρτάσθη σήμερον ἡ 25η ἐπέτειος τῆς ἀπελευθερώσεως τῶν Ἀθηνῶν. Εἰς τὴν τελετὴν παρέστησαν ὁ ἀντιπρόεδρος τῆς Κυβερνήσεως, μέλη τῆς Κυβερνήσεως, ἀντιπρόσωποι τῶν Ἐνόπλων Δυνάμεων καὶ πλῆθος κόσμου. [412, 54, 612, 189]
subhead-cemetery: ΝΕΚΡΟΤΑΦΕΙΟΝ ΤΗΣ ΜΙΝΩΙΚΗΣ ΕΠΟΧΗΣ ΑΠΕΚΑΛΥΦΘΗ ΕΙΣ ΡΕΘΥΜΝΟΝ [9, 255, 199, 297]
table-cell: 36 [42, 1810, 56, 1823]
table-row [6, 1379, 403, 1393]
prize-row [6, 1942, 403, 1955]
table-row [6, 1407, 403, 1421]
table-row [6, 1824, 403, 1838]
ad-top: 2 ΑΥΤΟΚΙΝΗΤΑ ΦΟΡΤΗΓΑ ΚΑΙΝΟΥΡΓΗ [1243, 1222, 1513, 1239]
table-cell: 14Ζ [176, 1630, 196, 1643]
table-cell: Α—612 [90, 1755, 122, 1768]
table-cell: 35 [42, 1880, 56, 1893]
table-cell: 15010 [224, 1560, 256, 1573]
table-cell: 17. [9, 1589, 27, 1602]
